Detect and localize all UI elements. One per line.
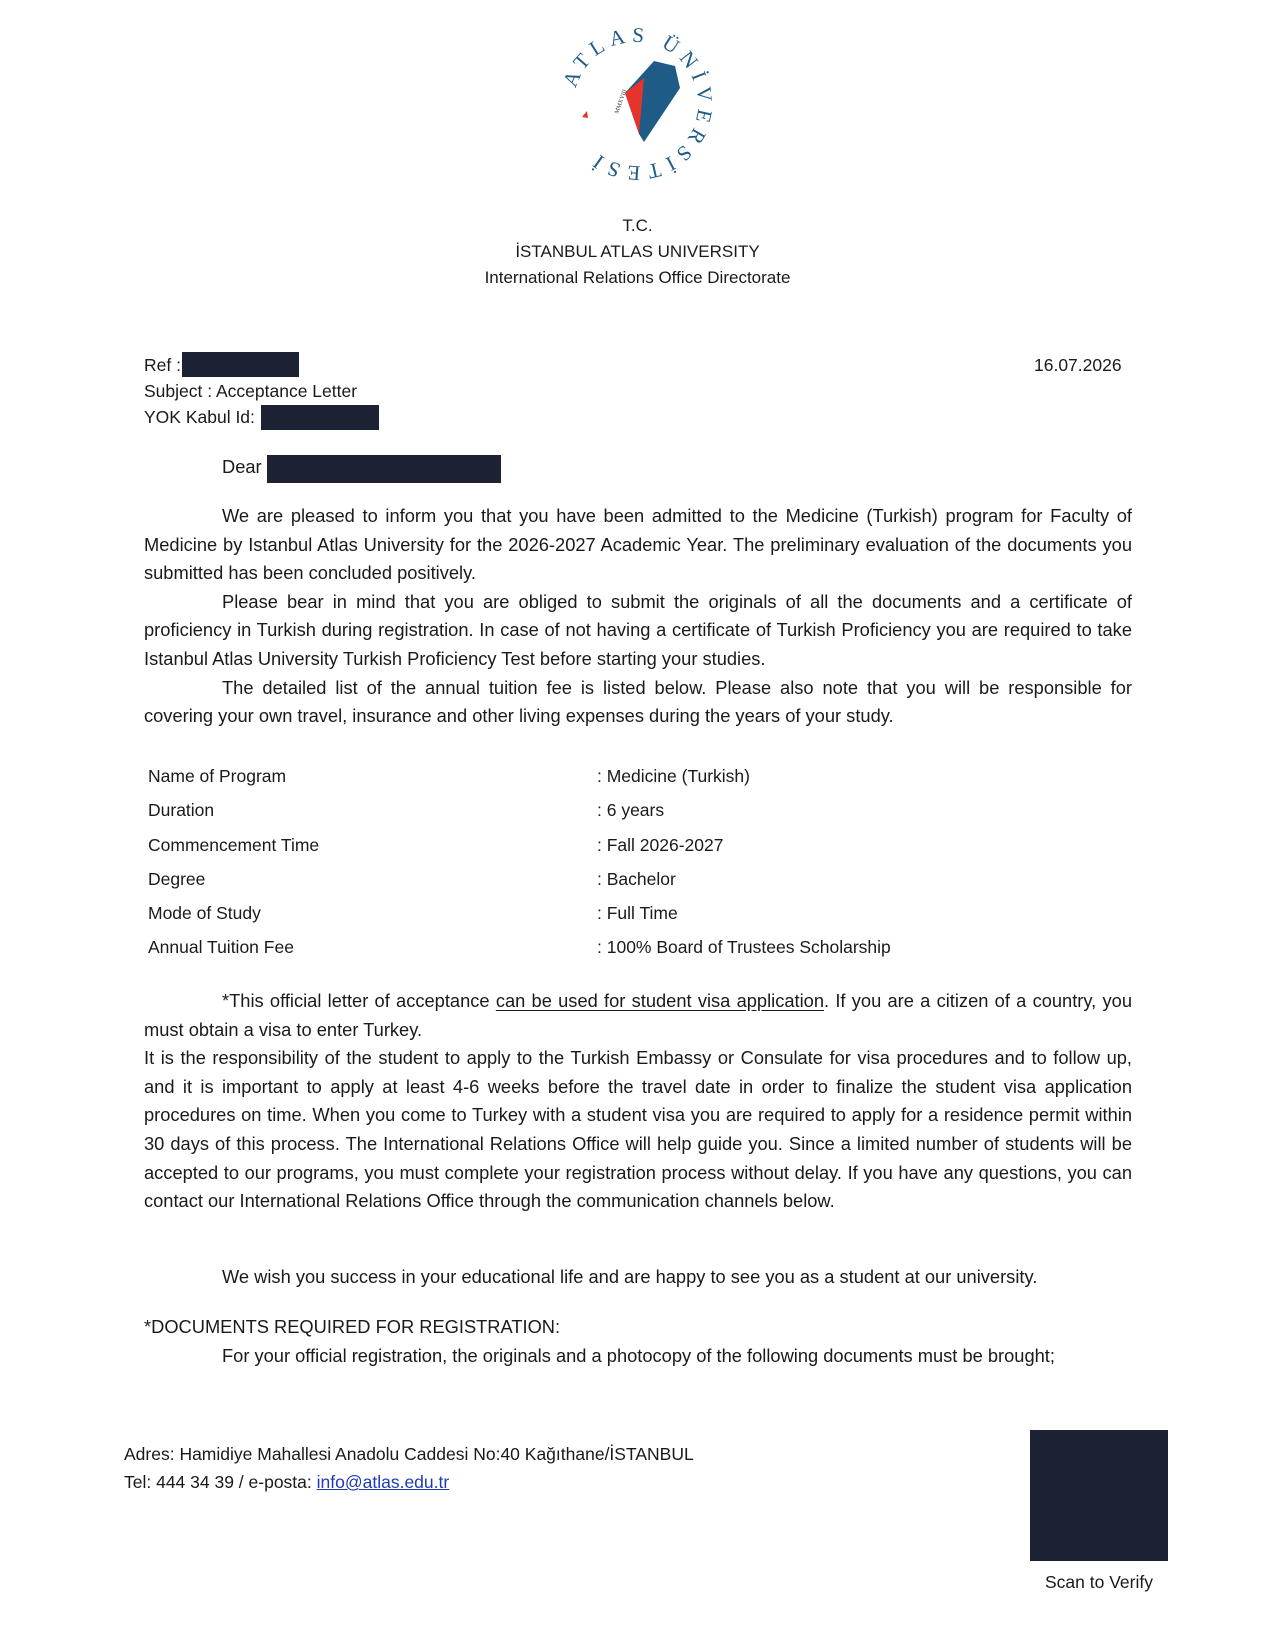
redacted-name <box>267 455 501 483</box>
ref-label: Ref : <box>144 355 181 375</box>
header-directorate: International Relations Office Directorate <box>484 268 791 287</box>
program-label: Name of Program <box>148 766 287 786</box>
responsibility-paragraph: It is the responsibility of the student to apply to the Turkish Embassy or Consulate for visa procedures and to follow up, and it is important to apply at least 4-6 weeks before the travel date in order to finalize the student visa application procedures on time. When you come to Turkey with a student visa you are required to apply for a residence permit within 30 days of this process. The International Relations Office will help guide you. Since a limited number of students will be accepted to our programs, you must complete your registration process without delay. If you have any questions, you can contact our International Relations Office through the communication channels below. <box>144 1047 1132 1212</box>
redacted-yok-id <box>261 405 379 430</box>
scan-to-verify-label: Scan to Verify <box>1045 1572 1153 1592</box>
commencement-value: : Fall 2026-2027 <box>597 835 724 855</box>
duration-value: : 6 years <box>597 800 665 820</box>
redacted-qr-code <box>1030 1430 1168 1561</box>
letter-date: 16.07.2026 <box>1034 355 1122 375</box>
tuition-label: Annual Tuition Fee <box>148 937 294 957</box>
tuition-value: : 100% Board of Trustees Scholarship <box>597 937 891 957</box>
admission-paragraph: We are pleased to inform you that you have been admitted to the Medicine (Turkish) program for Faculty of Medicine by Istanbul Atlas University for the 2026-2027 Academic Year. The preliminary evaluation of the documents you submitted has been concluded positively. <box>144 505 1132 584</box>
commencement-label: Commencement Time <box>148 835 320 855</box>
degree-value: : Bachelor <box>597 869 676 889</box>
salutation: Dear <box>222 456 262 477</box>
footer-address: Adres: Hamidiye Mahallesi Anadolu Caddesi No:40 Kağıthane/İSTANBUL <box>124 1444 694 1464</box>
program-value: : Medicine (Turkish) <box>597 766 750 786</box>
degree-label: Degree <box>148 869 206 889</box>
documents-heading: *DOCUMENTS REQUIRED FOR REGISTRATION: <box>144 1316 561 1337</box>
visa-paragraph: *This official letter of acceptance can be used for student visa application. If you are a citizen of a country, you must obtain a visa to enter Turkey. <box>144 990 1132 1040</box>
tuition-paragraph: The detailed list of the annual tuition fee is listed below. Please also note that you will be responsible for covering your own travel, insurance and other living expenses during the years of your study. <box>144 676 1132 727</box>
svg-text:MMXVIII: MMXVIII <box>614 88 629 115</box>
mode-label: Mode of Study <box>148 903 261 923</box>
visa-underlined-text: can be used for student visa application <box>495 990 825 1011</box>
intro-paragraphs <box>144 502 1132 731</box>
mode-value: : Full Time <box>597 903 678 923</box>
redacted-ref <box>182 352 299 377</box>
yok-label: YOK Kabul Id: <box>144 407 255 427</box>
closing-paragraph: We wish you success in your educational life and are happy to see you as a student at our university. <box>222 1266 1038 1287</box>
footer-contact: Tel: 444 34 39 / e-posta: info@atlas.edu.tr <box>124 1472 450 1492</box>
subject-line: Subject : Acceptance Letter <box>144 381 358 401</box>
duration-label: Duration <box>148 800 215 820</box>
svg-text:ATLAS ÜNİVERSİTESİ: ATLAS ÜNİVERSİTESİ <box>557 22 718 186</box>
registration-paragraph: For your official registration, the originals and a photocopy of the following documents must be brought; <box>222 1345 1055 1366</box>
university-logo <box>546 14 726 194</box>
header-tc: T.C. <box>622 216 653 235</box>
email-link[interactable]: info@atlas.edu.tr <box>316 1472 450 1492</box>
documents-paragraph: Please bear in mind that you are obliged to submit the originals of all the documents and a certificate of proficiency in Turkish during registration. In case of not having a certificate of Turkish Proficiency you are required to take Istanbul Atlas University Turkish Proficiency Test before starting your studies. <box>144 590 1132 669</box>
header-university: İSTANBUL ATLAS UNIVERSITY <box>515 242 760 261</box>
visa-section <box>144 987 1132 1216</box>
